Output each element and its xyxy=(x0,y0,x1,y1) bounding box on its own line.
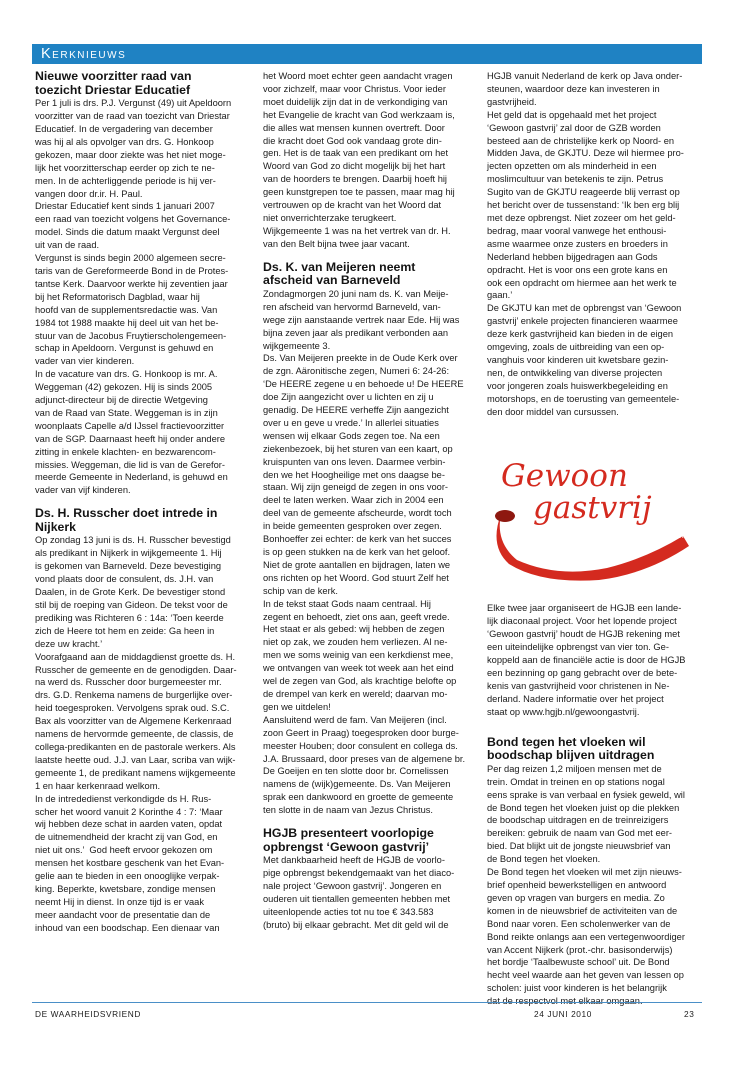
title-line: HGJB presenteert voorlopige xyxy=(263,826,434,841)
text-line: drs. G.D. Renkema namens de burgerlijke over- xyxy=(35,690,233,701)
text-line: Elke twee jaar organiseert de HGJB een lande- xyxy=(487,603,682,614)
text-line: niet op zak, we zouden hem verliezen. Al ne- xyxy=(263,637,448,648)
article-title xyxy=(263,827,479,854)
text-line: is op geen stukken na de kerk van het geloof. xyxy=(263,547,451,557)
text-line: opdracht. Het is voor ons een grote kans en xyxy=(487,264,668,275)
text-line: Educatief. In de vergadering van december xyxy=(35,124,213,134)
text-line: Vergunst is sinds begin 2000 algemeen secre- xyxy=(35,253,226,264)
article-title xyxy=(35,507,257,534)
text-line: Het geld dat is opgehaald met het project xyxy=(487,109,657,120)
text-line: voor jongeren zoals huiswerkbegeleiding en xyxy=(487,380,668,391)
text-line: stil bij de roeping van Gideon. De tekst voor de xyxy=(35,600,228,610)
text-line: het Evangelie de kracht van God werkzaam is, xyxy=(263,109,455,120)
article-body xyxy=(487,602,703,718)
text-line: kenis van gastvrijheid voor christenen in Ne- xyxy=(487,680,670,691)
title-line: Ds. K. van Meijeren neemt xyxy=(263,259,416,274)
text-line: brief openheid bewerkstelligen en antwoord xyxy=(487,879,667,890)
text-line: De GKJTU kan met de opbrengst van ‘Gewoon xyxy=(487,303,682,314)
text-line: bij het Reformatorisch Dagblad, waar hij xyxy=(35,291,200,302)
text-line: we ontvangen van week tot week aan het eind xyxy=(263,663,454,674)
text-line: van den Belt bijna twee jaar vacant. xyxy=(263,238,410,249)
text-line: Nederland hebben bijgedragen aan Gods xyxy=(487,251,658,262)
text-line: 1 en haar kerkenraad welkom. xyxy=(35,780,161,791)
text-line: de drempel van kerk en wereld; daarvan mo- xyxy=(263,688,448,699)
text-line: komen in de nieuwsbrief de activiteiten van de xyxy=(487,905,678,916)
text-line: trein. Omdat in treinen en op stations nogal xyxy=(487,776,665,787)
text-line: collega-predikanten en de pastorale werkers. Als xyxy=(35,741,236,752)
text-line: de Bond tegen het vloeken. xyxy=(487,854,601,865)
text-line: gaan.’ xyxy=(487,290,513,301)
text-line: stuur van de Jacobus Fruytierscholengemeen- xyxy=(35,330,227,341)
text-line: hecht veel waarde aan het geven van lessen op xyxy=(487,970,684,981)
text-line: niet onverrichterzake terugkeert. xyxy=(263,212,397,223)
text-line: zitting in enkele klachten- en bezwarencom- xyxy=(35,446,216,457)
text-line: woonplaats Capelle a/d IJssel fractievoorzitter xyxy=(35,420,225,431)
text-line: uit van de raad. xyxy=(35,240,100,251)
text-line: als predikant in Nijkerk in wijkgemeente 1. Hij xyxy=(35,548,222,559)
text-line: in beide gemeenten gesproken over zegen. xyxy=(263,521,442,532)
text-line: nale project ‘Gewoon gastvrij’. Jongeren en xyxy=(263,881,442,892)
text-line: nen, de ontwikkeling van diverse projecten xyxy=(487,367,663,378)
text-line: model. Sinds die datum maakt Vergunst deel xyxy=(35,227,220,238)
text-line: de zgn. Aäronitische zegen, Numeri 6: 24-26: xyxy=(263,366,450,377)
text-line: Het staat er als gebed: wij hebben de zegen xyxy=(263,624,445,635)
text-line: de uitnemendheid der kracht zij van God, en xyxy=(35,832,218,843)
text-line: vertrouwen op de kracht van het Woord dat xyxy=(263,200,442,211)
logo-tagline: Samen-leven op Java en in Nederland xyxy=(549,531,689,541)
text-line: Niet de grote aantallen en bijdragen, laten we xyxy=(263,559,451,570)
text-line: Bax als voorzitter van de Algemene Kerkenraad xyxy=(35,716,232,727)
text-line: missies. Weggeman, die lid is van de Gerefor- xyxy=(35,459,225,470)
text-line: men. In de achterliggende periode is hij ver- xyxy=(35,175,216,186)
title-line: toezicht Driestar Educatief xyxy=(35,82,191,97)
title-line: Nijkerk xyxy=(35,519,77,534)
text-line: ‘De HEERE zegene u en behoede u! De HEERE xyxy=(263,379,464,390)
text-line: prediking was Richteren 6 : 14a: ‘Toen keerde xyxy=(35,612,224,623)
text-line: bedrag, maar vooral vanwege het enthousi- xyxy=(487,225,667,236)
text-line: ons richten op het Woord. God stuurt Zelf het xyxy=(263,572,449,583)
text-line: staat op www.hgjb.nl/gewoongastvrij. xyxy=(487,706,640,717)
text-line: na werd ds. Russcher door burgemeester mr. xyxy=(35,677,222,688)
text-line: namens de hervormde gemeente, de classis, de xyxy=(35,729,234,740)
text-line: geen kunstgrepen toe te passen, maar mag hij xyxy=(263,187,455,198)
text-line: besteed aan de christelijke kerk op Noord- en xyxy=(487,135,675,146)
text-line: meerde Gemeente in Nederland, is gehuwd en xyxy=(35,472,228,483)
article-body xyxy=(263,854,479,931)
text-line: Bond reikte onlangs aan een vertegenwoordiger xyxy=(487,931,685,942)
article-title xyxy=(263,261,479,288)
text-line: van Accent Nijkerk (prot.-chr. basisonderwijs) xyxy=(487,944,673,955)
text-line: bereiken: gebruik de naam van God met eer- xyxy=(487,828,673,839)
title-line: Ds. H. Russcher doet intrede in xyxy=(35,506,218,521)
article-title xyxy=(487,736,703,763)
text-line: den door middel van cursussen. xyxy=(487,406,619,417)
text-line: een uiteindelijke opbrengst van vier ton. Ge- xyxy=(487,642,669,653)
text-line: wege zijn aanstaande vertrek naar Ede. Hij was xyxy=(263,314,460,325)
text-line: met deze opbrengst. Niet zozeer om het geld- xyxy=(487,212,676,223)
text-line: Met dankbaarheid heeft de HGJB de voorlo- xyxy=(263,855,445,866)
text-line: mensen het kostbare geschenk van het Evan- xyxy=(35,858,225,869)
section-title: Kerknieuws xyxy=(41,46,127,62)
text-line: over u en geve u vrede.’ In allerlei situaties xyxy=(263,417,439,428)
text-line: neemt Hij in dienst. In onze tijd is er vaak xyxy=(35,896,204,907)
text-line: tantse Kerk. Daarvoor werkte hij zeventien jaar xyxy=(35,278,228,289)
text-line: voorzitter van de raad van toezicht van Driestar xyxy=(35,111,230,122)
text-line: van de Raad van State. Weggeman is in zijn xyxy=(35,407,218,418)
text-line: 1984 tot 1988 maakte hij deel uit van het be- xyxy=(35,317,219,328)
text-line: niet uit ons.’ God heeft ervoor gekozen om xyxy=(35,845,213,856)
text-line: een raad van toezicht volgens het Governance- xyxy=(35,214,231,225)
text-line: kruispunten van ons leven. Daarmee verbin- xyxy=(263,456,446,467)
text-line: uiteenlopende acties tot nu toe € 343.583 xyxy=(263,906,434,917)
article-body xyxy=(487,763,703,1008)
footer-rule xyxy=(32,1002,702,1003)
title-line: boodschap blijven uitdragen xyxy=(487,748,655,763)
article-body xyxy=(263,288,479,817)
text-line: voor zichzelf, maar voor Christus. Voor ieder xyxy=(263,83,446,94)
text-line: Bond naar voren. Een scholenwerker van de xyxy=(487,918,671,929)
text-line: Ds. Van Meijeren preekte in de Oude Kerk over xyxy=(263,353,458,364)
footer-page-number: 23 xyxy=(684,1009,695,1019)
text-line: J.A. Brussaard, door preses van de algemene br. xyxy=(263,753,466,764)
text-line: het Woord moet echter geen aandacht vragen xyxy=(263,71,453,81)
article-body xyxy=(487,70,703,418)
text-line: koppeld aan de financiële actie is door de HGJB xyxy=(487,655,686,666)
text-line: meester Houben; door consulent en collega ds. xyxy=(263,740,458,751)
text-line: lijk diaconaal project. Voor het lopende project xyxy=(487,616,677,627)
text-line: Midden Java, de GKJTU. Deze wil hiermee pro- xyxy=(487,148,684,159)
text-line: asme waarmee onze zusters en broeders in xyxy=(487,238,668,249)
text-line: wensen wij elkaar Gods zegen toe. Na een xyxy=(263,430,440,441)
text-line: gastvrij’ enkele projecten financieren waarmee xyxy=(487,316,678,327)
text-line: is gekomen van Barneveld. Deze bevestiging xyxy=(35,561,222,572)
text-line: Aansluitend werd de fam. Van Meijeren (incl. xyxy=(263,714,447,725)
text-line: Bonhoeffer zei echter: de kerk van het succes xyxy=(263,534,452,545)
text-line: inhoud van een boodschap. Een dienaar van xyxy=(35,922,220,933)
text-line: Voorafgaand aan de middagdienst groette ds. H. xyxy=(35,651,236,662)
text-line: zegent en behoedt, ziet ons aan, geeft vrede. xyxy=(263,611,450,622)
text-line: wij hebben deze schat in aarden vaten, opdat xyxy=(35,819,223,830)
text-line: ziekenbezoek, bij het sturen van een kaart, op xyxy=(263,443,453,454)
text-line: Per 1 juli is drs. P.J. Vergunst (49) uit Apeldoorn xyxy=(35,98,232,109)
text-line: dat de respectvol met elkaar omgaan. xyxy=(487,996,643,1007)
text-line: schip van de kerk. xyxy=(263,585,338,596)
text-line: gekozen, maar door ziekte was het niet moge- xyxy=(35,149,226,160)
text-line: van de hoorders te brengen. Daarbij hoeft hij xyxy=(263,174,447,185)
text-line: HGJB vanuit Nederland de kerk op Java onder- xyxy=(487,71,683,81)
text-line: deel van de gemeente afscheurde, wordt toch xyxy=(263,508,452,519)
text-line: gen we uitdelen! xyxy=(263,701,331,712)
text-line: die kracht doet God ook vandaag grote din- xyxy=(263,135,442,146)
logo-line2: gastvrij xyxy=(533,490,652,527)
text-line: vangen door dr.ir. H. Paul. xyxy=(35,188,143,199)
text-line: derland. Nadere informatie over het project xyxy=(487,693,664,704)
text-line: gelie aan te bieden in een onooglijke verpak- xyxy=(35,871,220,882)
article-body xyxy=(35,534,257,934)
column-1 xyxy=(35,70,257,935)
red-carpet-icon xyxy=(487,456,703,582)
text-line: hoofd van de supplementsredactie was. Van xyxy=(35,304,218,315)
text-line: zoon Geert in Praag) toegesproken door burge- xyxy=(263,727,459,738)
text-line: Driestar Educatief kent sinds 1 januari 2007 xyxy=(35,201,215,212)
text-line: geven op vragen van burgers en media. Zo xyxy=(487,892,665,903)
text-line: wijkgemeente 3. xyxy=(263,340,331,351)
text-line: king. Beperkte, kwetsbare, zondige mensen xyxy=(35,883,216,894)
text-line: omgeving, zoals de uitbreiding van een op- xyxy=(487,342,665,353)
text-line: De Bond tegen het vloeken wil met zijn nieuws- xyxy=(487,867,682,878)
text-line: Russcher de gemeente en de genodigden. Daar- xyxy=(35,664,237,675)
text-line: De Goeijen en ten slotte door br. Cornelissen xyxy=(263,766,449,777)
title-line: Nieuwe voorzitter raad van xyxy=(35,69,192,83)
text-line: bijna zeven jaar als predikant verbonden aan xyxy=(263,327,449,338)
text-line: de boodschap uitdragen en de treinreizigers xyxy=(487,815,669,826)
text-line: vanghuis voor kinderen uit kwetsbare gezin- xyxy=(487,354,669,365)
text-line: eens sprake is van verbaal en fysiek geweld, wil xyxy=(487,789,685,800)
text-line: den we het Hoogheilige met ons daagse be- xyxy=(263,469,445,480)
text-line: ‘Gewoon gastvrij’ houdt de HGJB rekening met xyxy=(487,629,680,640)
footer-date: 24 JUNI 2010 xyxy=(534,1009,592,1019)
text-line: namens de (wijk)gemeente. Ds. Van Meijeren xyxy=(263,779,451,790)
text-line: In de vacature van drs. G. Honkoop is mr. A. xyxy=(35,369,218,380)
text-line: Zondagmorgen 20 juni nam ds. K. van Meije- xyxy=(263,288,449,299)
text-line: meer aandacht voor de presentatie dan de xyxy=(35,909,211,920)
text-line: ook een opdracht om hiermee aan het werk te xyxy=(487,277,677,288)
footer-publication: DE WAARHEIDSVRIEND xyxy=(35,1009,141,1019)
article-title xyxy=(35,70,257,97)
text-line: ren afscheid van hervormd Barneveld, van- xyxy=(263,301,441,312)
text-line: een bezinning op gang gebracht over de bete- xyxy=(487,668,678,678)
column-2 xyxy=(263,70,479,932)
text-line: taris van de Gereformeerde Bond in de Protes- xyxy=(35,265,229,276)
text-line: vond plaats door de consulent, ds. J.H. van xyxy=(35,574,214,585)
text-line: moslimcultuur van betekenis te zijn. Petrus xyxy=(487,174,664,185)
text-line: moet duidelijk zijn dat in de verkondiging van xyxy=(263,96,448,107)
text-line: Weggeman (42) gekozen. Hij is sinds 2005 xyxy=(35,382,213,393)
text-line: lijk het voorzitterschap eerder op zich te ne- xyxy=(35,162,215,173)
gewoon-gastvrij-logo xyxy=(487,456,703,582)
text-line: Per dag reizen 1,2 miljoen mensen met de xyxy=(487,763,662,774)
text-line: Op zondag 13 juni is ds. H. Russcher bevestigd xyxy=(35,535,231,546)
text-line: sprak een dankwoord en groette de gemeente xyxy=(263,792,454,803)
text-line: gen. Het is de taak van een predikant om het xyxy=(263,148,449,159)
text-line: heid toegesproken. Vervolgens sprak oud. S.C. xyxy=(35,703,230,714)
text-line: gastvrijheid. xyxy=(487,96,537,107)
title-line: afscheid van Barneveld xyxy=(263,273,401,288)
text-line: adjunct-directeur bij de directie Wetgeving xyxy=(35,395,208,406)
text-line: Sugito van de GKJTU reageerde blij verrast op xyxy=(487,187,680,198)
text-line: ‘Gewoon gastvrij’ zal door de GZB worden xyxy=(487,122,661,133)
text-line: van de SGP. Daarnaast heeft hij onder andere xyxy=(35,433,226,444)
text-line: (bruto) bij elkaar gebracht. Met dit geld wil de xyxy=(263,919,449,930)
text-line: bied. Dat blijkt uit de jongste nieuwsbrief van xyxy=(487,841,671,852)
text-line: deze uw kracht.’ xyxy=(35,638,103,649)
text-line: genadig. De HEERE verheffe Zijn aangezicht xyxy=(263,405,449,416)
title-line: opbrengst ‘Gewoon gastvrij’ xyxy=(263,839,430,854)
text-line: die alles wat mensen kunnen overtreft. Door xyxy=(263,122,445,133)
text-line: vader van vier kinderen. xyxy=(35,356,135,367)
text-line: staan. Wij zijn geneigd de zegen in ons voor- xyxy=(263,482,449,493)
column-3 xyxy=(487,70,703,1008)
text-line: het bericht over de tussenstand: ‘Ik ben erg blij xyxy=(487,200,680,211)
text-line: deze kerk gastvrijheid kan bieden in de eigen xyxy=(487,329,674,340)
article-body xyxy=(263,70,479,251)
text-line: laatste heette oud. J.J. van Laar, scriba van wijk- xyxy=(35,754,236,765)
text-line: scholen: juist voor kinderen is het belangrijk xyxy=(487,983,667,994)
text-line: het bordje ‘Taalbewuste school’ uit. De Bond xyxy=(487,957,670,968)
text-line: doe Zijn aangezicht over u lichten en zij u xyxy=(263,392,434,403)
text-line: jecten opzetten om als minderheid in een xyxy=(487,161,657,172)
text-line: men we soms weinig van een kerkdienst mee, xyxy=(263,650,454,661)
text-line: Wijkgemeente 1 was na het vertrek van dr. H. xyxy=(263,225,451,236)
article-body xyxy=(35,97,257,497)
title-line: Bond tegen het vloeken wil xyxy=(487,734,646,749)
text-line: ouderen uit tientallen gemeenten hebben met xyxy=(263,893,451,904)
text-line: motorshops, en de toerusting van gemeentele- xyxy=(487,393,680,404)
text-line: deel te laten werken. Waar zich in 2004 een xyxy=(263,495,444,506)
text-line: was hij al als opvolger van drs. G. Honkoop xyxy=(35,136,214,147)
text-line: de Bond tegen het vloeken juist op die plekken xyxy=(487,802,680,813)
text-line: Daalen, in de Grote Kerk. De bevestiger stond xyxy=(35,587,226,598)
text-line: zich de Heere tot hem en zeide: Ga heen in xyxy=(35,625,215,636)
text-line: wel de zegen van God, als krachtige belofte op xyxy=(263,676,457,687)
text-line: gemeente 1, de predikant namens wijkgemeente xyxy=(35,767,236,778)
text-line: In de intrededienst verkondigde ds H. Rus- xyxy=(35,793,212,804)
text-line: In de tekst staat Gods naam centraal. Hij xyxy=(263,598,431,609)
section-banner xyxy=(32,44,702,64)
text-line: pige opbrengst bekendgemaakt van het diaco- xyxy=(263,868,455,879)
logo-line1: Gewoon xyxy=(501,458,628,495)
text-line: schap in Apeldoorn. Vergunst is gehuwd en xyxy=(35,343,214,354)
text-line: Woord van God zo dicht mogelijk bij het hart xyxy=(263,161,446,172)
text-line: scher het woord vanuit 2 Korinthe 4 : 7: ‘Maar xyxy=(35,806,223,817)
text-line: vader van vijf kinderen. xyxy=(35,485,131,496)
text-line: steunen, waardoor deze kan investeren in xyxy=(487,83,660,94)
text-line: ten slotte in de naam van Jezus Christus. xyxy=(263,805,434,816)
